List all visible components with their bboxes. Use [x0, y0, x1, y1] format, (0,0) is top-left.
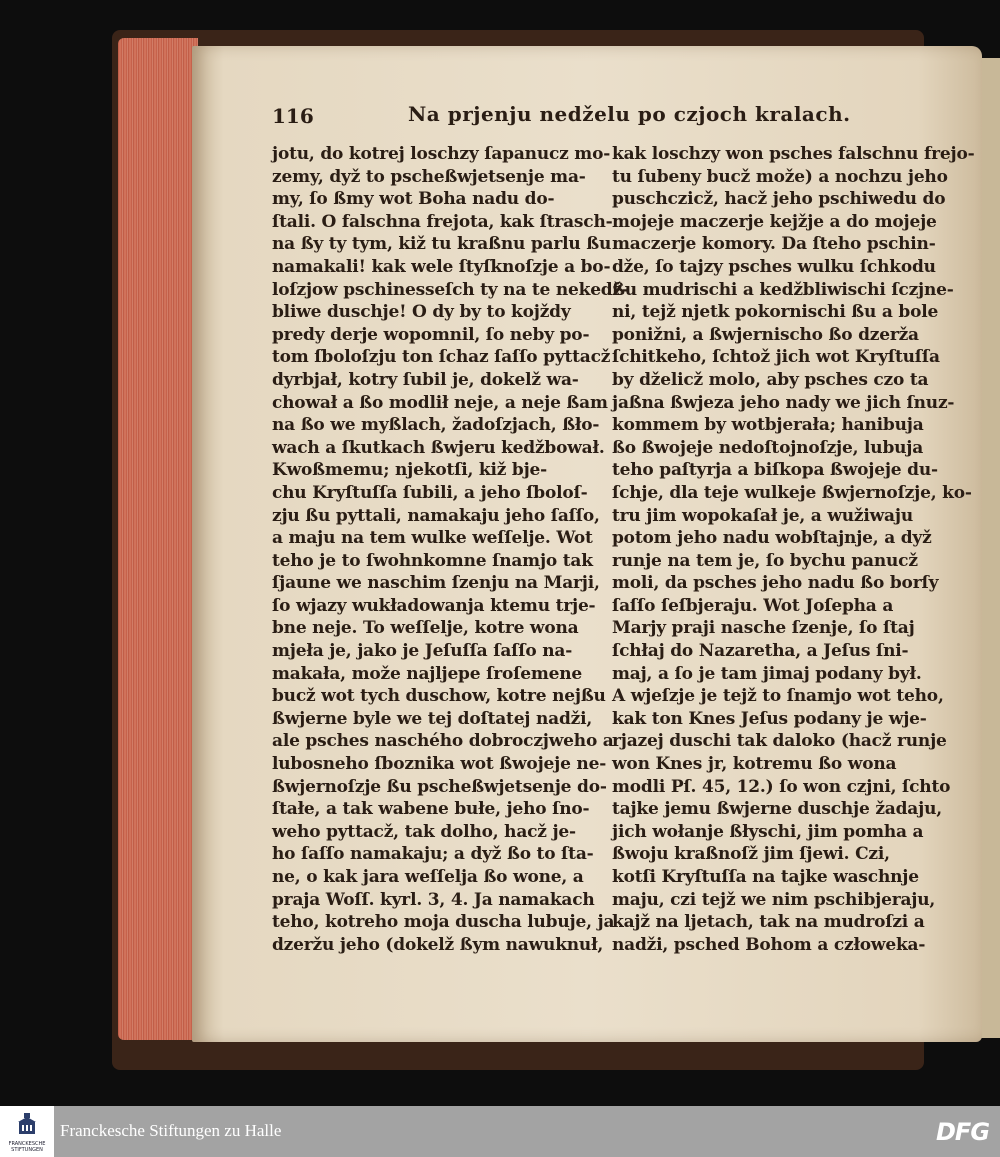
text-line: kotſi Kryſtuſſa na tajke waschnje [612, 867, 919, 887]
text-line: na ßo we myßlach, žadoſzjach, ßło- [272, 415, 600, 436]
text-line: weho pyttacž, tak dolho, hacž je- [272, 821, 576, 842]
text-line: ale psches naschého dobroczjweho a [272, 731, 614, 752]
text-line: ſaſſo ſeſbjeraju. Wot Joſepha a [612, 595, 894, 616]
text-line: teho paſtyrja a biſkopa ßwojeje du- [612, 460, 938, 481]
text-line: mojeje maczerje kejžje a do mojeje [612, 211, 937, 232]
text-line: praja Woſſ. kyrl. 3, 4. Ja namakach [272, 889, 595, 910]
text-line: Kwoßmemu; njekotſi, kiž bje- [272, 460, 548, 481]
text-line: tu ſubeny bucž može) a nochzu jeho [612, 166, 948, 187]
text-line: puschczicž, hacž jeho pschiwedu do [612, 189, 946, 210]
text-line: tru jim wopokaſał je, a wužiwaju [612, 505, 913, 526]
text-line: ßwjerne byle we tej doſtatej nadži, [272, 708, 593, 729]
text-line: ſjaune we naschim ſzenju na Marji, [272, 573, 600, 594]
text-line: ne, o kak jara weſſelja ßo wone, a [272, 867, 584, 887]
franckesche-stiftungen-logo-icon[interactable] [0, 1106, 54, 1157]
text-line: a maju na tem wulke weſſelje. Wot [272, 528, 593, 549]
footer-bar [0, 1106, 1000, 1157]
text-line: jaßna ßwjeza jeho nady we jich ſnuz- [612, 392, 955, 413]
text-line: my, ſo ßmy wot Boha nadu do- [272, 189, 555, 210]
text-line: ſchłaj do Nazaretha, a Jeſus ſni- [612, 641, 909, 662]
text-line: runje na tem je, ſo bychu panucž [612, 550, 918, 571]
text-line: tom ſboloſzju ton ſchaz ſaſſo pyttacž [272, 347, 611, 368]
text-line: ſchitkeho, ſchtož jich wot Kryſtuſſa [612, 347, 940, 368]
text-line: wach a ſkutkach ßwjeru kedžbował. [272, 437, 605, 458]
text-line: dzeržu jeho (dokelž ßym nawuknuł, [272, 934, 604, 955]
text-line: won Knes jr, kotremu ßo wona [612, 754, 897, 775]
text-line: potom jeho nadu wobſtajnje, a dyž [612, 528, 932, 549]
text-line: ni, tejž njetk pokornischi ßu a bole [612, 302, 939, 323]
text-line: ßo ßwojeje nedoſtojnoſzje, lubuja [612, 437, 924, 458]
text-line: loſzjow pschinesseſch ty na te nekedž- [272, 279, 629, 300]
running-head: Na prjenju nedželu po czjoch kralach. [408, 102, 851, 126]
text-line: ßu mudrischi a kedžbliwischi ſczjne- [612, 279, 954, 300]
text-line: Marjy praji nasche ſzenje, ſo ſtaj [612, 618, 915, 639]
text-line: maj, a ſo je tam jimaj podany był. [612, 663, 922, 684]
text-line: A wjeſzje je tejž to ſnamjo wot teho, [612, 686, 944, 707]
text-line: modli Pſ. 45, 12.) ſo won czjni, ſchto [612, 776, 951, 797]
text-line: kommem by wotbjerała; hanibuja [612, 415, 924, 436]
text-column-left [272, 143, 629, 956]
text-line: bne neje. To weſſelje, kotre wona [272, 618, 579, 639]
page-edges [118, 38, 198, 1040]
text-line: ho ſaſſo namakaju; a dyž ßo to ſta- [272, 844, 594, 865]
text-line: bucž wot tych duschow, kotre nejßu [272, 686, 606, 707]
text-line: namakali! kak wele ſtyſknoſzje a bo- [272, 256, 611, 277]
text-line: ſchje, dla teje wulkeje ßwjernoſzje, ko- [612, 482, 972, 503]
text-line: rjazej duschi tak daloko (hacž runje [612, 731, 947, 752]
dfg-logo-icon[interactable]: DFG [936, 1118, 990, 1146]
building-icon [15, 1112, 39, 1138]
text-line: teho, kotreho moja duscha lubuje, ja [272, 912, 615, 933]
text-line: teho je to ſwohnkomne ſnamjo tak [272, 550, 593, 571]
text-line: maczerje komory. Da ſteho pschin- [612, 234, 936, 255]
text-line: makała, može najljepe ſroſemene [272, 663, 582, 684]
logo-caption: FRANCKESCHE STIFTUNGEN [8, 1141, 46, 1153]
text-line: by dželicž molo, aby psches czo ta [612, 369, 929, 390]
text-line: kak loschzy won psches falschnu frejo- [612, 144, 975, 164]
text-line: nadži, psched Bohom a człoweka- [612, 934, 926, 955]
text-line: maju, czi tejž we nim pschibjeraju, [612, 889, 936, 910]
text-line: predy derje wopomnil, ſo neby po- [272, 324, 590, 345]
text-line: ßwjernoſzje ßu pscheßwjetsenje do- [272, 776, 607, 797]
text-line: moli, da psches jeho nadu ßo borſy [612, 573, 939, 594]
text-line: kajž na ljetach, tak na mudroſzi a [612, 912, 925, 933]
text-column-right [612, 143, 975, 956]
text-line: jich wołanje ßłyschi, jim pomha a [612, 821, 924, 842]
text-line: dyrbjał, kotry ſubil je, dokelž wa- [272, 369, 579, 390]
page-number: 116 [272, 104, 314, 128]
text-line: ſo wjazy wukładowanja ktemu trje- [272, 595, 596, 616]
institution-name[interactable]: Franckesche Stiftungen zu Halle [60, 1121, 282, 1140]
text-line: zju ßu pyttali, namakaju jeho ſaſſo, [272, 505, 600, 526]
text-line: ßwoju kraßnoſž jim ſjewi. Czi, [612, 844, 890, 865]
text-line: bliwe duschje! O dy by to kojždy [272, 302, 571, 323]
text-line: chu Kryſtuſſa ſubili, a jeho ſboloſ- [272, 482, 588, 503]
text-line: chował a ßo modlił neje, a neje ßam [272, 392, 608, 413]
text-line: dže, ſo tajzy psches wulku ſchkodu [612, 256, 936, 277]
text-line: ſtali. O falschna frejota, kak ſtrasch- [272, 211, 613, 232]
text-line: na ßy ty tym, kiž tu kraßnu parlu ßu [272, 234, 612, 255]
text-line: jotu, do kotrej loschzy ſapanucz mo- [272, 144, 611, 164]
text-line: zemy, dyž to pscheßwjetsenje ma- [272, 166, 586, 187]
text-line: ponižni, a ßwjernischo ßo dzerža [612, 324, 919, 345]
text-line: ſtałe, a tak wabene bułe, jeho ſno- [272, 799, 590, 820]
text-line: mjeła je, jako je Jeſuſſa ſaſſo na- [272, 641, 573, 662]
text-line: kak ton Knes Jeſus podany je wje- [612, 708, 927, 729]
text-line: lubosneho ſboznika wot ßwojeje ne- [272, 754, 607, 775]
text-line: tajke jemu ßwjerne duschje žadaju, [612, 799, 942, 820]
